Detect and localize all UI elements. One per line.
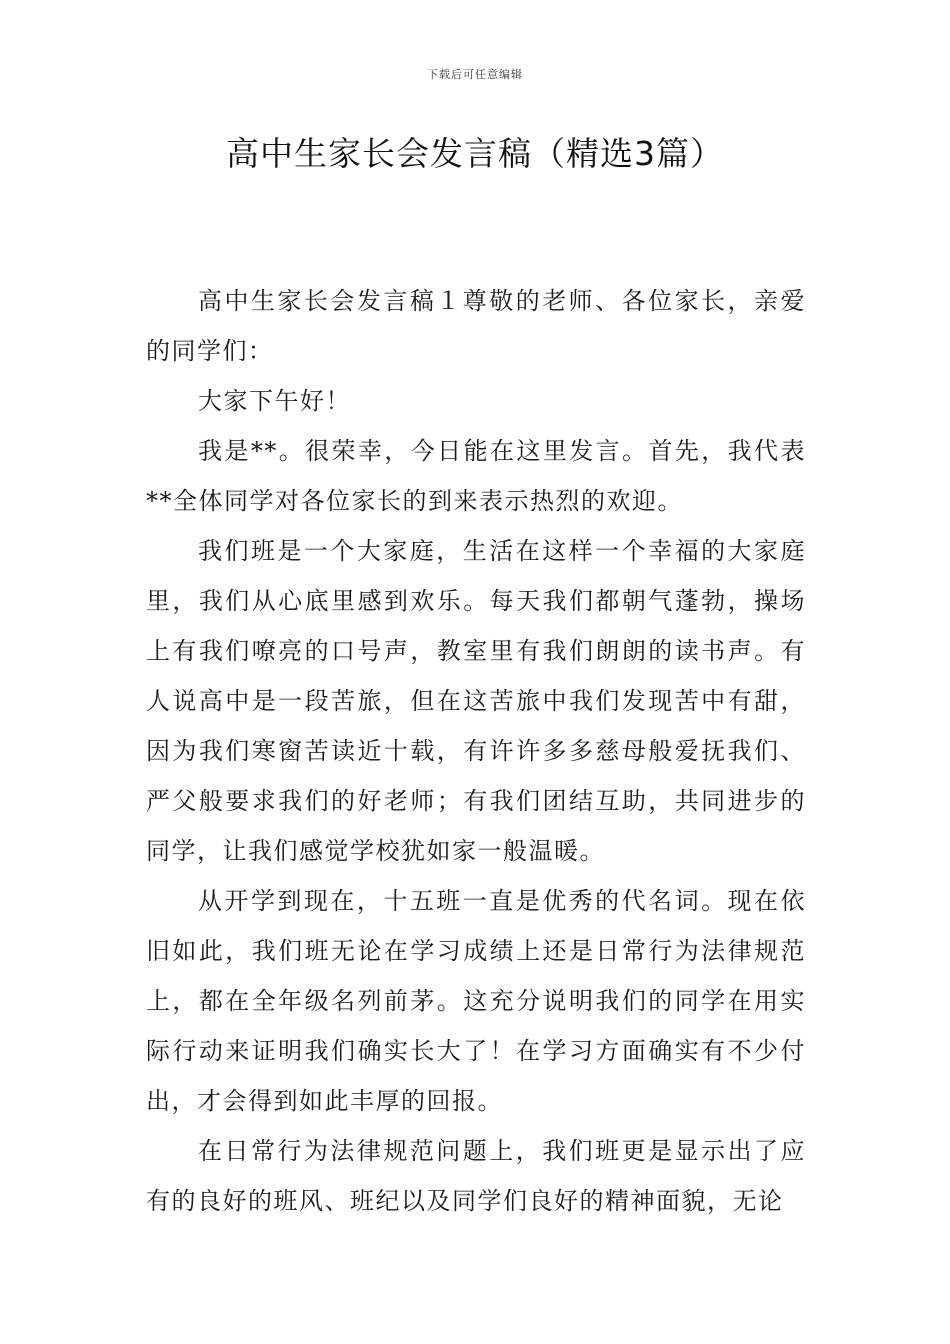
paragraph: 大家下午好！ (198, 387, 351, 415)
document-body (146, 276, 806, 1226)
header-note: 下载后可任意编辑 (427, 68, 523, 81)
paragraph: 我是**。很荣幸，今日能在这里发言。首先，我代表**全体同学对各位家长的到来表示热烈的欢迎。 (146, 437, 806, 515)
document-title: 高中生家长会发言稿（精选3篇） (226, 134, 724, 173)
paragraph: 高中生家长会发言稿１尊敬的老师、各位家长，亲爱的同学们： (146, 287, 806, 365)
paragraph: 我们班是一个大家庭，生活在这样一个幸福的大家庭里，我们从心底里感到欢乐。每天我们都朝气蓬勃，操场上有我们嘹亮的口号声，教室里有我们朗朗的读书声。有人说高中是一段苦旅，但在这苦旅中我们发现苦中有甜，因为我们寒窗苦读近十载，有许许多多慈母般爱抚我们、严父般要求我们的好老师；有我们团结互助，共同进步的同学，让我们感觉学校犹如家一般温暖。 (146, 537, 806, 865)
paragraph: 在日常行为法律规范问题上，我们班更是显示出了应有的良好的班风、班纪以及同学们良好的精神面貌，无论 (146, 1137, 806, 1215)
paragraph: 从开学到现在，十五班一直是优秀的代名词。现在依旧如此，我们班无论在学习成绩上还是日常行为法律规范上，都在全年级名列前茅。这充分说明我们的同学在用实际行动来证明我们确实长大了！在学习方面确实有不少付出，才会得到如此丰厚的回报。 (146, 887, 806, 1115)
